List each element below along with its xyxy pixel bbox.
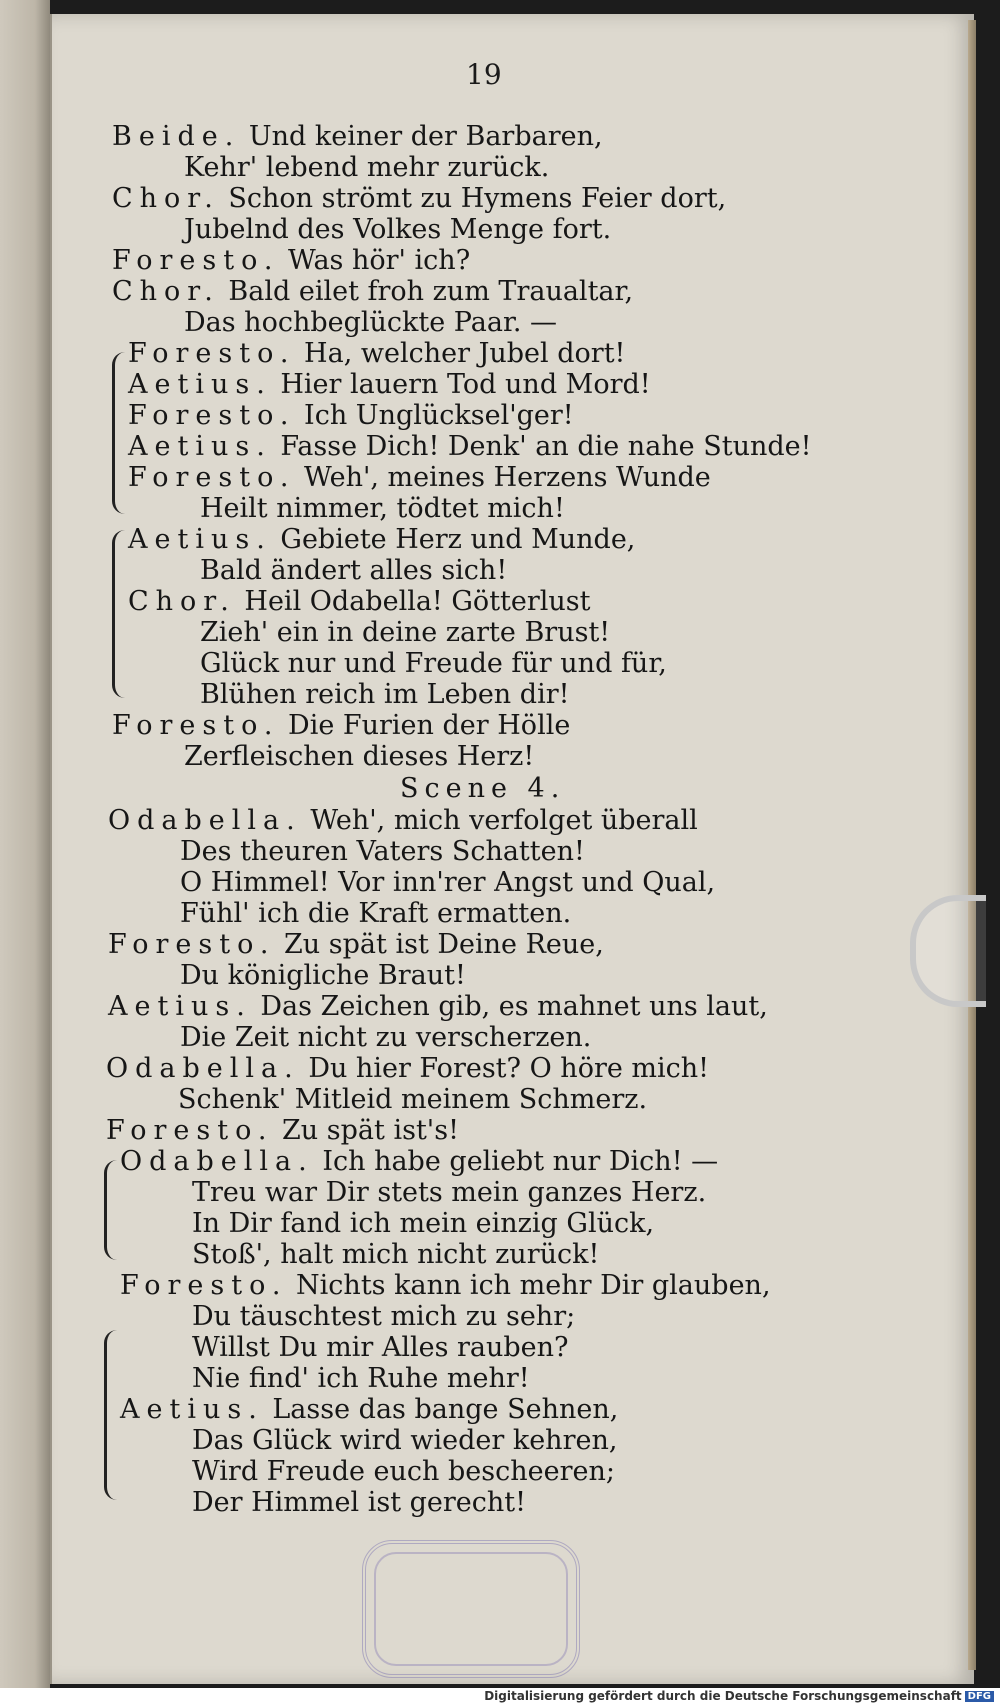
page-number: 19: [466, 58, 502, 91]
libretto-line: [200, 618, 610, 648]
verse-text: Ich habe geliebt nur Dich! —: [313, 1146, 719, 1177]
paper-clip: [910, 895, 986, 1007]
verse-text: Schon strömt zu Hymens Feier dort,: [219, 183, 727, 214]
voice-bracket: [112, 530, 125, 698]
library-stamp: [362, 1540, 580, 1678]
page-edge: [968, 20, 976, 1670]
verse-text: Zieh' ein in deine zarte Brust!: [200, 617, 611, 648]
libretto-line: [180, 837, 585, 867]
libretto-line: [112, 122, 603, 152]
verse-text: Was hör' ich?: [279, 245, 471, 276]
scene-heading: [400, 774, 565, 804]
libretto-line: [128, 463, 711, 493]
library-stamp-inner-ring: [374, 1552, 568, 1666]
libretto-line: [106, 1116, 459, 1146]
verse-text: Fühl' ich die Kraft ermatten.: [180, 898, 572, 929]
verse-text: Heil Odabella! Götterlust: [235, 586, 591, 617]
verse-text: Das Glück wird wieder kehren,: [192, 1425, 618, 1456]
libretto-line: [192, 1488, 526, 1518]
speaker-name: Foresto.: [128, 400, 296, 431]
verse-text: Ich Unglücksel'ger!: [295, 400, 574, 431]
speaker-name: Aetius.: [128, 369, 272, 400]
libretto-line: [128, 370, 651, 400]
verse-text: Hier lauern Tod und Mord!: [271, 369, 651, 400]
footer-credit-text: Digitalisierung gefördert durch die Deutsche Forschungsgemeinschaft: [484, 1689, 962, 1703]
speaker-name: Beide.: [112, 121, 241, 152]
book-gutter: [0, 0, 50, 1707]
speaker-name: Chor.: [112, 276, 220, 307]
libretto-line: [108, 930, 604, 960]
libretto-line: [200, 494, 565, 524]
libretto-line: [192, 1240, 599, 1270]
speaker-name: Foresto.: [120, 1270, 288, 1301]
speaker-name: Aetius.: [128, 524, 272, 555]
verse-text: Du täuschtest mich zu sehr;: [192, 1301, 576, 1332]
libretto-line: [120, 1271, 771, 1301]
speaker-name: Foresto.: [112, 710, 280, 741]
speaker-name: Odabella.: [120, 1146, 314, 1177]
speaker-name: Aetius.: [120, 1394, 264, 1425]
libretto-line: [180, 1023, 591, 1053]
libretto-line: [192, 1302, 575, 1332]
verse-text: Treu war Dir stets mein ganzes Herz.: [192, 1177, 707, 1208]
speaker-name: Foresto.: [128, 338, 296, 369]
verse-text: Wird Freude euch bescheeren;: [192, 1456, 615, 1487]
libretto-line: [106, 1054, 709, 1084]
libretto-line: [200, 556, 507, 586]
libretto-line: [192, 1333, 569, 1363]
libretto-line: [128, 432, 811, 462]
verse-text: Zu spät ist's!: [273, 1115, 459, 1146]
verse-text: Jubelnd des Volkes Menge fort.: [184, 214, 612, 245]
verse-text: Lasse das bange Sehnen,: [263, 1394, 619, 1425]
speaker-name: Chor.: [112, 183, 220, 214]
libretto-line: [112, 184, 726, 214]
verse-text: Zu spät ist Deine Reue,: [275, 929, 604, 960]
libretto-line: [178, 1085, 647, 1115]
libretto-line: [184, 215, 611, 245]
speaker-name: Aetius.: [128, 431, 272, 462]
libretto-line: [128, 525, 635, 555]
speaker-name: Odabella.: [108, 805, 302, 836]
libretto-line: [180, 868, 715, 898]
verse-text: Fasse Dich! Denk' an die nahe Stunde!: [271, 431, 812, 462]
libretto-line: [200, 649, 667, 679]
libretto-line: [192, 1426, 617, 1456]
verse-text: Nie find' ich Ruhe mehr!: [192, 1363, 530, 1394]
verse-text: Schenk' Mitleid meinem Schmerz.: [178, 1084, 648, 1115]
verse-text: Glück nur und Freude für und für,: [200, 648, 667, 679]
speaker-name: Foresto.: [108, 929, 276, 960]
libretto-line: [192, 1209, 654, 1239]
libretto-line: [112, 277, 633, 307]
speaker-name: Odabella.: [106, 1053, 300, 1084]
verse-text: Weh', meines Herzens Wunde: [295, 462, 711, 493]
libretto-line: [120, 1395, 618, 1425]
libretto-line: [184, 308, 557, 338]
verse-text: Der Himmel ist gerecht!: [192, 1487, 526, 1518]
scene-title: Scene 4.: [400, 773, 566, 804]
libretto-line: [120, 1147, 718, 1177]
verse-text: Ha, welcher Jubel dort!: [295, 338, 626, 369]
verse-text: Heilt nimmer, tödtet mich!: [200, 493, 565, 524]
verse-text: Gebiete Herz und Munde,: [271, 524, 636, 555]
verse-text: Stoß', halt mich nicht zurück!: [192, 1239, 600, 1270]
verse-text: Die Zeit nicht zu verscherzen.: [180, 1022, 592, 1053]
verse-text: Bald ändert alles sich!: [200, 555, 508, 586]
verse-text: Du königliche Braut!: [180, 960, 466, 991]
libretto-line: [192, 1457, 615, 1487]
libretto-line: [112, 711, 570, 741]
voice-bracket: [104, 1160, 117, 1260]
speaker-name: Foresto.: [106, 1115, 274, 1146]
verse-text: Willst Du mir Alles rauben?: [192, 1332, 569, 1363]
verse-text: Das Zeichen gib, es mahnet uns laut,: [251, 991, 768, 1022]
libretto-line: [108, 806, 698, 836]
libretto-line: [128, 587, 591, 617]
verse-text: Des theuren Vaters Schatten!: [180, 836, 585, 867]
libretto-line: [180, 961, 466, 991]
voice-bracket: [104, 1330, 117, 1500]
verse-text: Bald eilet froh zum Traualtar,: [219, 276, 634, 307]
footer-credit: [484, 1689, 994, 1703]
dfg-logo: DFG: [965, 1691, 994, 1702]
verse-text: Das hochbeglückte Paar. —: [184, 307, 558, 338]
speaker-name: Foresto.: [112, 245, 280, 276]
verse-text: Nichts kann ich mehr Dir glauben,: [287, 1270, 771, 1301]
verse-text: Die Furien der Hölle: [279, 710, 571, 741]
speaker-name: Foresto.: [128, 462, 296, 493]
libretto-line: [108, 992, 768, 1022]
libretto-line: [112, 246, 470, 276]
verse-text: Kehr' lebend mehr zurück.: [184, 152, 550, 183]
libretto-line: [180, 899, 571, 929]
libretto-line: [128, 339, 625, 369]
libretto-line: [128, 401, 574, 431]
libretto-line: [200, 680, 569, 710]
libretto-line: [184, 742, 534, 772]
libretto-line: [184, 153, 549, 183]
verse-text: Weh', mich verfolget überall: [301, 805, 698, 836]
voice-bracket: [112, 352, 125, 514]
verse-text: Du hier Forest? O höre mich!: [299, 1053, 710, 1084]
libretto-line: [192, 1364, 530, 1394]
verse-text: Blühen reich im Leben dir!: [200, 679, 570, 710]
speaker-name: Aetius.: [108, 991, 252, 1022]
libretto-line: [192, 1178, 706, 1208]
speaker-name: Chor.: [128, 586, 236, 617]
verse-text: Und keiner der Barbaren,: [240, 121, 603, 152]
verse-text: O Himmel! Vor inn'rer Angst und Qual,: [180, 867, 716, 898]
verse-text: Zerfleischen dieses Herz!: [184, 741, 535, 772]
verse-text: In Dir fand ich mein einzig Glück,: [192, 1208, 655, 1239]
